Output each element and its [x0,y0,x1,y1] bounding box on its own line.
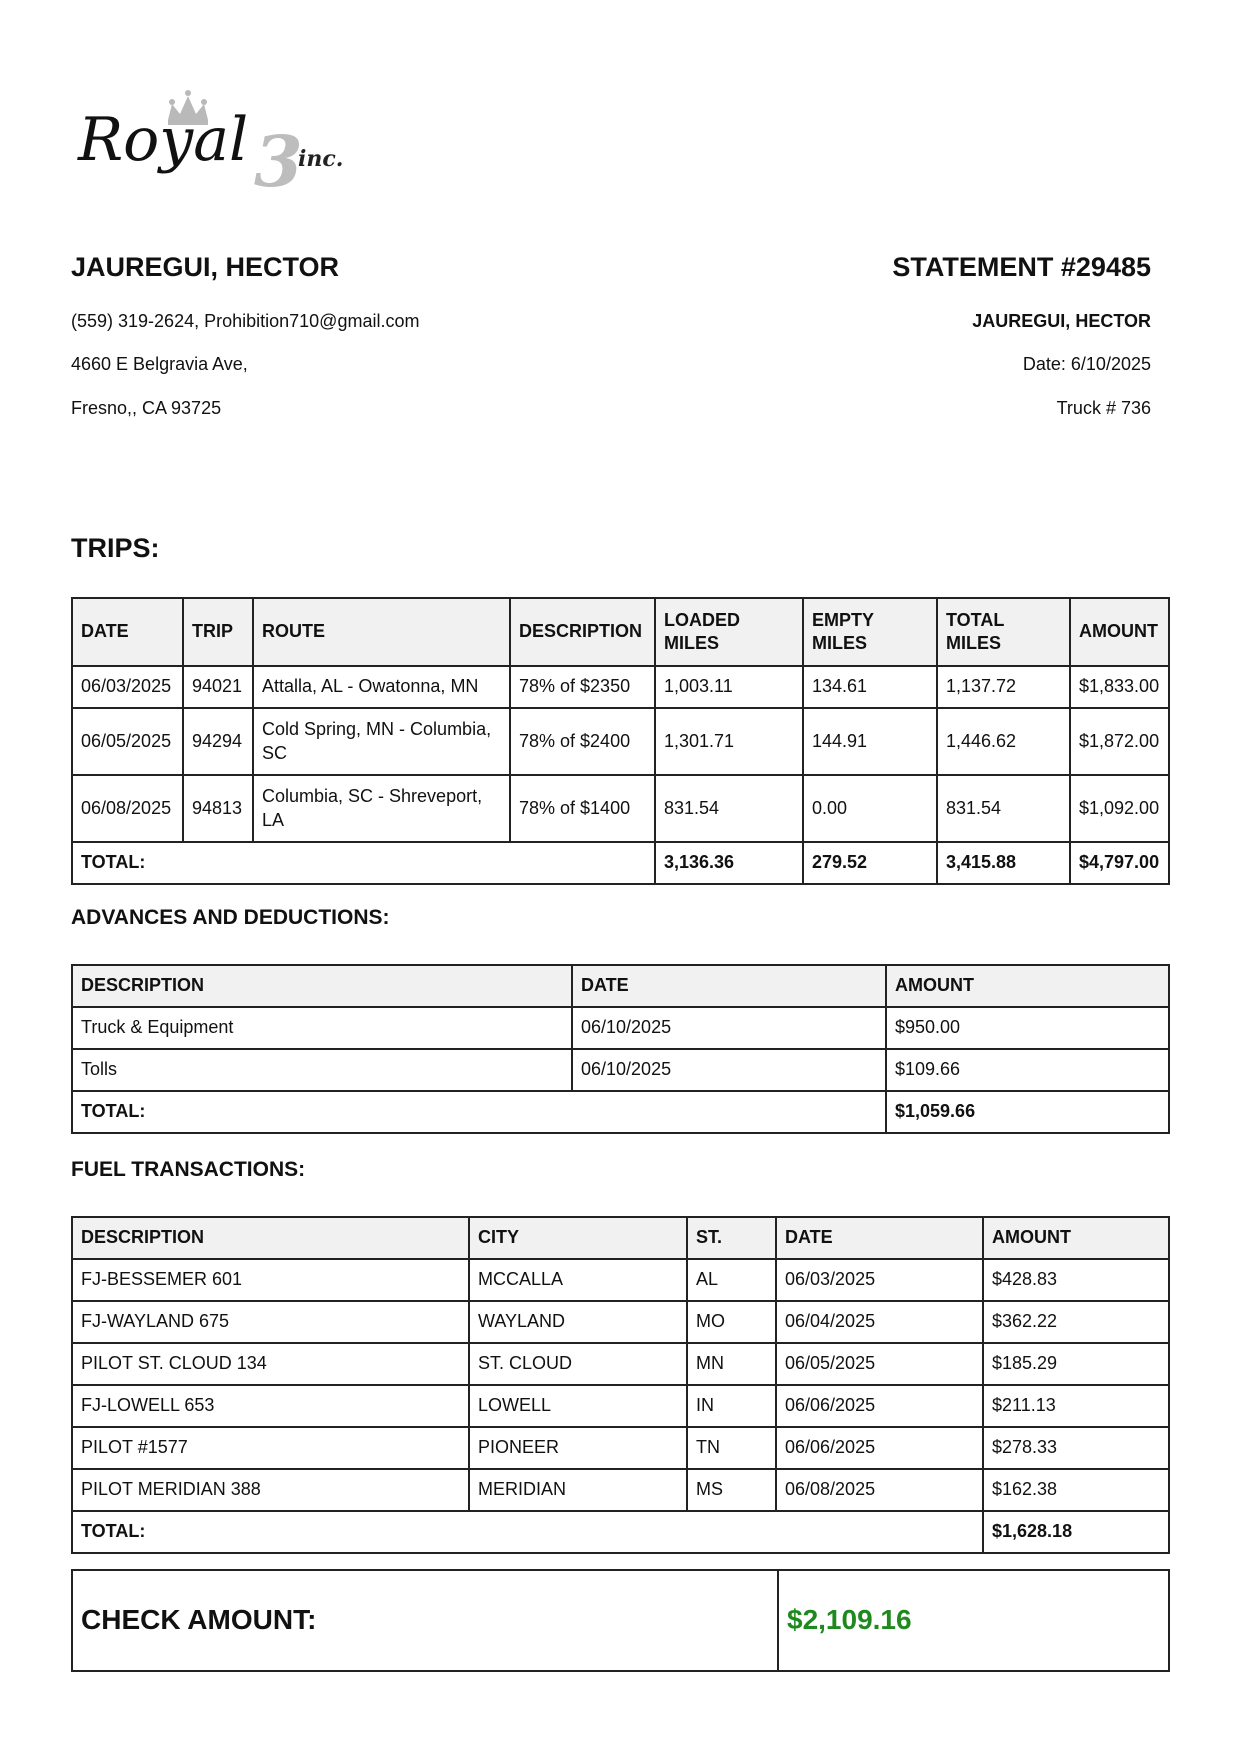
trip-total-miles: 1,446.62 [937,708,1070,775]
trips-header-loaded-miles: LOADED MILES [655,598,803,666]
trip-date: 06/03/2025 [72,666,183,708]
fuel-description: FJ-WAYLAND 675 [72,1301,469,1343]
fuel-date: 06/05/2025 [776,1343,983,1385]
advances-header-amount: AMOUNT [886,965,1169,1007]
trips-header-date: DATE [72,598,183,666]
trips-total-row [72,842,1169,884]
check-amount-value: $2,109.16 [778,1570,1169,1671]
advances-total-row [72,1091,1169,1133]
trips-header-amount: AMOUNT [1070,598,1169,666]
check-amount-row [72,1570,1169,1671]
advances-header-description: DESCRIPTION [72,965,572,1007]
table-row [72,1049,1169,1091]
trips-header-description: DESCRIPTION [510,598,655,666]
fuel-date: 06/08/2025 [776,1469,983,1511]
fuel-description: PILOT MERIDIAN 388 [72,1469,469,1511]
fuel-date: 06/06/2025 [776,1385,983,1427]
trip-empty-miles: 144.91 [803,708,937,775]
fuel-description: FJ-LOWELL 653 [72,1385,469,1427]
advance-description: Truck & Equipment [72,1007,572,1049]
table-row [72,1427,1169,1469]
fuel-header-description: DESCRIPTION [72,1217,469,1259]
fuel-header-date: DATE [776,1217,983,1259]
table-row [72,1343,1169,1385]
fuel-table [71,1216,1170,1554]
trip-number: 94294 [183,708,253,775]
fuel-city: PIONEER [469,1427,687,1469]
table-row [72,1301,1169,1343]
trip-loaded-miles: 1,003.11 [655,666,803,708]
trip-route: Attalla, AL - Owatonna, MN [253,666,510,708]
table-row [72,1469,1169,1511]
fuel-title: FUEL TRANSACTIONS: [71,1158,306,1181]
trip-route: Cold Spring, MN - Columbia, SC [253,708,510,775]
trip-total-miles: 1,137.72 [937,666,1070,708]
svg-text:Royal: Royal [78,105,249,175]
trips-total-amount: $4,797.00 [1070,842,1169,884]
fuel-city: ST. CLOUD [469,1343,687,1385]
svg-text:inc.: inc. [298,146,344,172]
fuel-description: PILOT #1577 [72,1427,469,1469]
fuel-state: MO [687,1301,776,1343]
fuel-date: 06/06/2025 [776,1427,983,1469]
trip-total-miles: 831.54 [937,775,1070,842]
driver-name: JAUREGUI, HECTOR [71,252,340,282]
trip-route: Columbia, SC - Shreveport, LA [253,775,510,842]
fuel-total-amount: $1,628.18 [983,1511,1169,1553]
company-logo [76,78,376,190]
statement-truck: Truck # 736 [1056,398,1151,418]
fuel-city: LOWELL [469,1385,687,1427]
advances-header-row [72,965,1169,1007]
advances-total-label: TOTAL: [72,1091,886,1133]
trip-number: 94813 [183,775,253,842]
fuel-state: IN [687,1385,776,1427]
trips-header-trip: TRIP [183,598,253,666]
driver-address-line1: 4660 E Belgravia Ave, [71,354,248,374]
trips-header-empty-miles: EMPTY MILES [803,598,937,666]
fuel-date: 06/04/2025 [776,1301,983,1343]
fuel-amount: $428.83 [983,1259,1169,1301]
check-amount-label: CHECK AMOUNT: [72,1570,778,1671]
check-amount-table [71,1569,1170,1672]
fuel-state: MS [687,1469,776,1511]
advances-title: ADVANCES AND DEDUCTIONS: [71,906,390,929]
fuel-state: TN [687,1427,776,1469]
fuel-amount: $211.13 [983,1385,1169,1427]
trips-total-empty-miles: 279.52 [803,842,937,884]
trip-description: 78% of $2400 [510,708,655,775]
statement-title: STATEMENT #29485 [892,252,1151,282]
advance-amount: $950.00 [886,1007,1169,1049]
table-row [72,666,1169,708]
fuel-date: 06/03/2025 [776,1259,983,1301]
fuel-city: MERIDIAN [469,1469,687,1511]
trip-empty-miles: 134.61 [803,666,937,708]
fuel-amount: $162.38 [983,1469,1169,1511]
fuel-header-state: ST. [687,1217,776,1259]
trip-number: 94021 [183,666,253,708]
trip-amount: $1,092.00 [1070,775,1169,842]
trips-title: TRIPS: [71,533,160,563]
fuel-city: MCCALLA [469,1259,687,1301]
trip-loaded-miles: 1,301.71 [655,708,803,775]
advance-date: 06/10/2025 [572,1007,886,1049]
trips-header-total-miles: TOTAL MILES [937,598,1070,666]
trips-total-miles: 3,415.88 [937,842,1070,884]
trip-amount: $1,833.00 [1070,666,1169,708]
fuel-state: MN [687,1343,776,1385]
advance-description: Tolls [72,1049,572,1091]
fuel-amount: $185.29 [983,1343,1169,1385]
fuel-amount: $362.22 [983,1301,1169,1343]
driver-contact: (559) 319-2624, Prohibition710@gmail.com [71,311,420,331]
trip-description: 78% of $1400 [510,775,655,842]
table-row [72,775,1169,842]
fuel-state: AL [687,1259,776,1301]
fuel-amount: $278.33 [983,1427,1169,1469]
advances-total-amount: $1,059.66 [886,1091,1169,1133]
fuel-header-row [72,1217,1169,1259]
trip-loaded-miles: 831.54 [655,775,803,842]
trips-header-route: ROUTE [253,598,510,666]
advance-amount: $109.66 [886,1049,1169,1091]
fuel-total-row [72,1511,1169,1553]
fuel-description: PILOT ST. CLOUD 134 [72,1343,469,1385]
table-row [72,1385,1169,1427]
trip-date: 06/08/2025 [72,775,183,842]
advances-header-date: DATE [572,965,886,1007]
driver-address-line2: Fresno,, CA 93725 [71,398,222,418]
fuel-header-amount: AMOUNT [983,1217,1169,1259]
svg-text:3: 3 [254,120,303,190]
advances-table [71,964,1170,1134]
trip-description: 78% of $2350 [510,666,655,708]
trip-date: 06/05/2025 [72,708,183,775]
table-row [72,1259,1169,1301]
trip-empty-miles: 0.00 [803,775,937,842]
trips-total-loaded-miles: 3,136.36 [655,842,803,884]
trips-table [71,597,1170,885]
fuel-city: WAYLAND [469,1301,687,1343]
table-row [72,1007,1169,1049]
advance-date: 06/10/2025 [572,1049,886,1091]
fuel-description: FJ-BESSEMER 601 [72,1259,469,1301]
fuel-header-city: CITY [469,1217,687,1259]
table-row [72,708,1169,775]
statement-date: Date: 6/10/2025 [1022,354,1151,374]
trip-amount: $1,872.00 [1070,708,1169,775]
statement-driver-name: JAUREGUI, HECTOR [972,311,1151,331]
trips-header-row [72,598,1169,666]
fuel-total-label: TOTAL: [72,1511,983,1553]
trips-total-label: TOTAL: [72,842,655,884]
